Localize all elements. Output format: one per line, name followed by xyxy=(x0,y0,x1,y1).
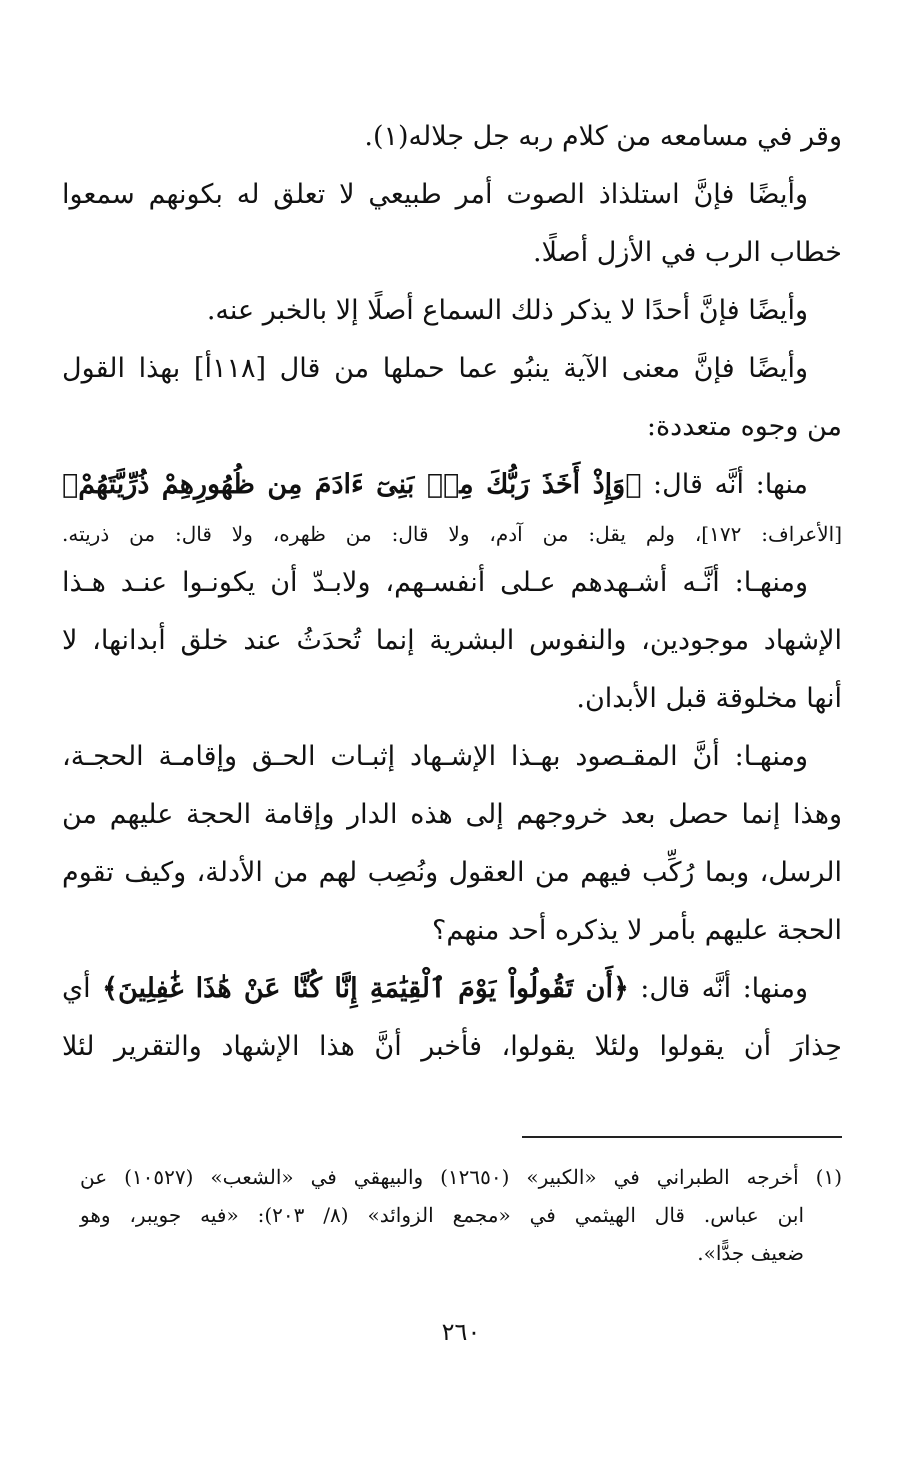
footnote-line-2: ابن عباس. قال الهيثمي في «مجمع الزوائد» (٨/ ٢٠٣): «فيه جويبر، وهو xyxy=(80,1203,804,1227)
body-line-2: وأيضًا فإنَّ استلذاذ الصوت أمر طبيعي لا تعلق له بكونهم سمعوا xyxy=(62,179,808,210)
verse-1-prefix: منها: أنَّه قال: xyxy=(653,469,808,500)
para3-line-1: ومنهـا: أنَّ المقـصود بهـذا الإشـهاد إثبـات الحـق وإقامـة الحجـة، xyxy=(62,741,808,772)
body-last-line: حِذارَ أن يقولوا ولئلا يقولوا، فأخبر أنَّ هذا الإشهاد والتقرير لئلا xyxy=(62,1031,842,1062)
verse-2-suffix: أي xyxy=(62,973,91,1004)
footnote-line-1: (١) أخرجه الطبراني في «الكبير» (١٢٦٥٠) والبيهقي في «الشعب» (١٠٥٢٧) عن xyxy=(80,1165,842,1189)
body-line-5: وأيضًا فإنَّ معنى الآية ينبُو عما حملها من قال [١١٨أ] بهذا القول xyxy=(62,353,809,384)
body-line-6: من وجوه متعددة: xyxy=(646,411,842,442)
body-line-1: وقر في مسامعه من كلام ربه جل جلاله(١). xyxy=(364,121,842,152)
verse-2-line xyxy=(62,960,842,1018)
body-line-4: وأيضًا فإنَّ أحدًا لا يذكر ذلك السماع أصلًا إلا بالخبر عنه. xyxy=(206,295,808,326)
quran-verse-1: ﴿وَإِذْ أَخَذَ رَبُّكَ مِنۢ بَنِىٓ ءَادَمَ مِن ظُهُورِهِمْ ذُرِّيَّتَهُمْ﴾ xyxy=(62,469,642,500)
main-text xyxy=(62,108,842,1076)
para2-line-2: الإشهاد موجودين، والنفوس البشرية إنما تُحدَثُ عند خلق أبدانها، لا xyxy=(62,625,842,656)
body-line-3: خطاب الرب في الأزل أصلًا. xyxy=(533,237,842,268)
verse-1-reference-line: [الأعراف: ١٧٢]، ولم يقل: من آدم، ولا قال: من ظهره، ولا قال: من ذريته. xyxy=(62,522,843,546)
verse-1-line xyxy=(62,456,842,514)
para2-line-1: ومنهـا: أنَّـه أشـهدهم عـلى أنفسـهم، ولابـدّ أن يكونـوا عنـد هـذا xyxy=(62,567,808,598)
para2-line-3: أنها مخلوقة قبل الأبدان. xyxy=(576,683,842,714)
quran-verse-2: ﴿أَن تَقُولُواْ يَوْمَ ٱلْقِيَٰمَةِ إِنَّا كُنَّا عَنْ هَٰذَا غَٰفِلِينَ﴾ xyxy=(102,973,629,1004)
footnotes xyxy=(80,1158,842,1272)
page-number: ٢٦٠ xyxy=(441,1318,481,1346)
para3-line-4: الحجة عليهم بأمر لا يذكره أحد منهم؟ xyxy=(432,915,842,946)
footnote-line-3: ضعيف جدًّا». xyxy=(697,1241,804,1265)
para3-line-3: الرسل، وبما رُكِّب فيهم من العقول ونُصِب لهم من الأدلة، وكيف تقوم xyxy=(62,857,842,888)
footnote-divider xyxy=(522,1136,842,1138)
verse-2-prefix: ومنها: أنَّه قال: xyxy=(640,973,808,1004)
para3-line-2: وهذا إنما حصل بعد خروجهم إلى هذه الدار وإقامة الحجة عليهم من xyxy=(62,799,842,830)
